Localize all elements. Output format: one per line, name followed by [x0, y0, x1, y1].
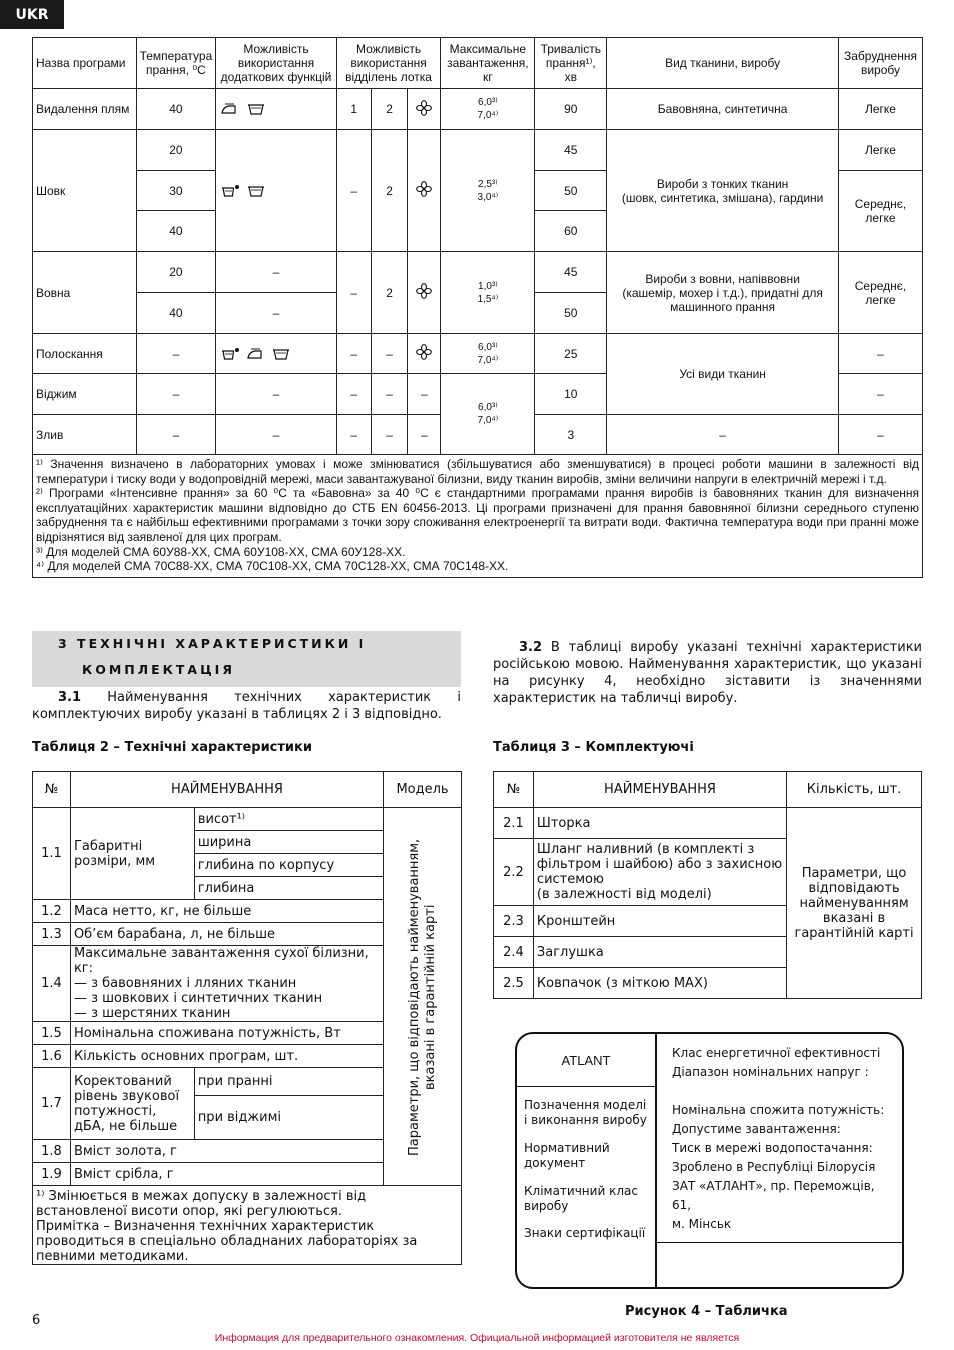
- fabric-cell: Вироби з вовни, напіввовни (кашемір, мохер і т.д.), придатні для машинного прання: [607, 252, 839, 334]
- temp-cell: 20: [136, 252, 216, 293]
- tray-cell: –: [371, 334, 408, 374]
- pre-wash-icon: [220, 184, 240, 198]
- fabric-cell: –: [607, 415, 839, 455]
- row-number: 1.3: [33, 923, 71, 946]
- temp-cell: –: [136, 415, 216, 455]
- tray-cell: –: [336, 374, 371, 415]
- note-4: ⁴⁾ Для моделей СМА 70С88-ХХ, СМА 70С108-ХХ, СМА 70С128-ХХ, СМА 70С148-ХХ.: [36, 559, 509, 574]
- sub-item: глибина по корпусу: [194, 854, 383, 877]
- functions-cell: [216, 130, 336, 252]
- temp-cell: –: [136, 374, 216, 415]
- language-tag: UKR: [0, 0, 64, 29]
- row-name: Кронштейн: [533, 906, 786, 937]
- row-number: 1.5: [33, 1022, 71, 1045]
- plate-left-label: Знаки сертифікації: [524, 1226, 646, 1240]
- plate-divider: [655, 1242, 902, 1243]
- plate-brand: ATLANT: [517, 1034, 655, 1087]
- header-dirt: Забруднення виробу: [838, 38, 922, 89]
- note-2: ²⁾ Програми «Інтенсивне прання» за 60 ⁰С та «Бавовна» за 40 ⁰С є стандартними програмами прання виробів із бавовняних тканин для визначення експлуатаційних характеристик машини відповідно до СТБ EN 60456-2013. Ці програми призначені для прання бавовняної білизни середнього ступеню забруднення та є найбільш ефективними програмами з точки зору споживання електроенергії та витрати води. Фактична температура води при пранні може відрізнятися від заявленої для цих програм.: [36, 486, 919, 544]
- header-tray: Можливість використання відділень лотка: [336, 38, 441, 89]
- row-number: 1.6: [33, 1045, 71, 1068]
- plate-right-label: Діапазон номінальних напруг :: [672, 1065, 869, 1079]
- flower-icon: [416, 100, 432, 116]
- duration-cell: 25: [535, 334, 607, 374]
- row-number: 1.1: [33, 808, 71, 900]
- row-name: Максимальне завантаження сухої білизни, кг: — з бавовняних і лляних тканин — з шовкових і синтетичних тканин — з шерстяних тканин: [70, 946, 383, 1022]
- functions-cell: –: [216, 374, 336, 415]
- paragraph-number: 3.1: [58, 690, 82, 705]
- program-name: Віджим: [33, 374, 137, 415]
- header-name: НАЙМЕНУВАННЯ: [70, 772, 383, 808]
- functions-cell: –: [216, 293, 336, 334]
- row-number: 1.7: [33, 1068, 71, 1140]
- row-number: 1.2: [33, 900, 71, 923]
- paragraph-text: В таблиці виробу указані технічні характеристики російською мовою. Найменування характеристик, що указані на рисунку 4, необхідно зіставити із значеннями характеристик на табличці виробу.: [493, 640, 922, 706]
- dirt-cell: Середнє, легке: [838, 171, 922, 252]
- row-number: 1.9: [33, 1163, 71, 1186]
- row-number: 2.3: [494, 906, 534, 937]
- dirt-cell: –: [838, 415, 922, 455]
- components-table: [493, 771, 922, 999]
- row-name: Кількість основних програм, шт.: [70, 1045, 383, 1068]
- plate-right-lines: [672, 1044, 897, 1234]
- duration-cell: 50: [535, 293, 607, 334]
- duration-cell: 45: [535, 130, 607, 171]
- tech-specs-table: [32, 771, 462, 1265]
- programs-table: [32, 37, 923, 578]
- sub-item: при віджимі: [194, 1096, 383, 1140]
- duration-cell: 10: [535, 374, 607, 415]
- tray-cell: 2: [371, 252, 408, 334]
- page-number: 6: [32, 1313, 41, 1328]
- plate-right-label: Зроблено в Республіці Білорусія: [672, 1160, 876, 1174]
- section-heading: [32, 631, 461, 687]
- dirt-cell: –: [838, 374, 922, 415]
- tray-cell: –: [336, 252, 371, 334]
- header-duration: Тривалість прання¹⁾, хв: [535, 38, 607, 89]
- functions-cell: –: [216, 252, 336, 293]
- tray-cell: –: [336, 415, 371, 455]
- duration-cell: 3: [535, 415, 607, 455]
- load-cell: 6,0³⁾ 7,0⁴⁾: [441, 89, 535, 130]
- row-name: Габаритні розміри, мм: [70, 808, 194, 900]
- temp-cell: –: [136, 334, 216, 374]
- program-name: Злив: [33, 415, 137, 455]
- table2-caption: Таблиця 2 – Технічні характеристики: [32, 740, 312, 755]
- row-number: 2.4: [494, 937, 534, 968]
- tray-cell: –: [336, 130, 371, 252]
- tray-cell: –: [408, 415, 441, 455]
- temp-cell: 20: [136, 130, 216, 171]
- basin-icon: [271, 347, 291, 361]
- rating-plate: [515, 1032, 904, 1289]
- iron-icon: [246, 347, 266, 361]
- paragraph-number: 3.2: [519, 640, 543, 655]
- temp-cell: 30: [136, 171, 216, 211]
- plate-right-label: Допустиме завантаження:: [672, 1122, 841, 1136]
- row-name: Вміст золота, г: [70, 1140, 383, 1163]
- row-number: 2.2: [494, 839, 534, 906]
- duration-cell: 50: [535, 171, 607, 211]
- load-cell: 6,0³⁾ 7,0⁴⁾: [441, 334, 535, 374]
- plate-right-label: [672, 1082, 897, 1101]
- section-heading-line1: 3 ТЕХНІЧНІ ХАРАКТЕРИСТИКИ І: [58, 636, 367, 651]
- load-cell: 2,5³⁾ 3,0⁴⁾: [441, 130, 535, 252]
- quantity-cell: Параметри, що відповідають найменуванням вказані в гарантійній карті: [787, 808, 922, 999]
- tray-cell: –: [371, 415, 408, 455]
- header-name: НАЙМЕНУВАННЯ: [533, 772, 786, 808]
- flower-cell: [408, 89, 441, 130]
- dirt-cell: –: [838, 334, 922, 374]
- header-number: №: [494, 772, 534, 808]
- temp-cell: 40: [136, 211, 216, 252]
- row-name: Заглушка: [533, 937, 786, 968]
- program-name: Видалення плям: [33, 89, 137, 130]
- disclaimer-footer: Информация для предварительного ознакомления. Официальной информацией изготовителя не является: [214, 1332, 740, 1344]
- plate-right-label: ЗАТ «АТЛАНТ», пр. Переможців, 61,: [672, 1179, 875, 1212]
- functions-cell: [216, 89, 336, 130]
- row-number: 1.4: [33, 946, 71, 1022]
- plate-right-label: Тиск в мережі водопостачання:: [672, 1141, 873, 1155]
- tray-cell: –: [408, 374, 441, 415]
- functions-cell: –: [216, 415, 336, 455]
- flower-icon: [416, 181, 432, 197]
- plate-right-label: м. Мінськ: [672, 1217, 732, 1231]
- sub-item: ширина: [194, 831, 383, 854]
- fabric-cell: Усі види тканин: [607, 334, 839, 415]
- row-name: Вміст срібла, г: [70, 1163, 383, 1186]
- row-number: 2.5: [494, 968, 534, 999]
- table-notes: [33, 455, 923, 578]
- duration-cell: 60: [535, 211, 607, 252]
- plate-left-label: Нормативний документ: [524, 1141, 610, 1170]
- header-load: Максимальне завантаження, кг: [441, 38, 535, 89]
- duration-cell: 45: [535, 252, 607, 293]
- paragraph-text: Найменування технічних характеристик і комплектуючих виробу указані в таблицях 2 і 3 відповідно.: [32, 690, 461, 722]
- table2-note: ¹⁾ Змінюється в межах допуску в залежності від встановленої висоти опор, які регулюються. Примітка – Визначення технічних характеристик проводиться в спеціально обладнаних лабораторіях за певними методиками.: [33, 1186, 462, 1265]
- flower-icon: [416, 283, 432, 299]
- model-cell: [384, 808, 462, 1186]
- paragraph-3-2: [493, 639, 922, 707]
- row-name: Об’єм барабана, л, не більше: [70, 923, 383, 946]
- model-text: Параметри, що відповідають найменуванням, вказані в гарантійній карті: [406, 837, 438, 1156]
- dirt-cell: Легке: [838, 130, 922, 171]
- paragraph-3-1: [32, 689, 461, 723]
- dirt-cell: Середнє, легке: [838, 252, 922, 334]
- header-model: Модель: [384, 772, 462, 808]
- flower-icon: [416, 344, 432, 360]
- basin-icon: [246, 102, 266, 116]
- program-name: Шовк: [33, 130, 137, 252]
- pre-wash-icon: [220, 347, 240, 361]
- note-1: ¹⁾ Значення визначено в лабораторних умовах і може змінюватися (збільшуватися або зменшуватися) в процесі роботи машини в залежності від температури і тиску води у водопровідній мережі, маси завантажуваної білизни, виду тканин виробів, зміни величини напруги в електричній мережі і т.д.: [36, 457, 919, 486]
- row-name: Ковпачок (з міткою МАХ): [533, 968, 786, 999]
- fabric-cell: Бавовняна, синтетична: [607, 89, 839, 130]
- header-temperature: Температура прання, ⁰С: [136, 38, 216, 89]
- flower-cell: [408, 252, 441, 334]
- header-number: №: [33, 772, 71, 808]
- load-cell: 1,0³⁾ 1,5⁴⁾: [441, 252, 535, 334]
- temp-cell: 40: [136, 89, 216, 130]
- tray-cell: –: [371, 374, 408, 415]
- sub-item: висот¹⁾: [194, 808, 383, 831]
- functions-cell: [216, 334, 336, 374]
- row-name: Шторка: [533, 808, 786, 839]
- tray-cell: 2: [371, 89, 408, 130]
- row-name: Шланг наливний (в комплекті з фільтром і шайбою) або з захисною системою (в залежності від моделі): [533, 839, 786, 906]
- tray-cell: 1: [336, 89, 371, 130]
- sub-item: глибина: [194, 877, 383, 900]
- row-name: Маса нетто, кг, не більше: [70, 900, 383, 923]
- iron-icon: [220, 102, 240, 116]
- plate-right-label: Номінальна спожита потужність:: [672, 1103, 885, 1117]
- row-name: Номінальна споживана потужність, Вт: [70, 1022, 383, 1045]
- header-program: Назва програми: [33, 38, 137, 89]
- note-3: ³⁾ Для моделей СМА 60У88-ХХ, СМА 60У108-ХХ, СМА 60У128-ХХ.: [36, 544, 406, 559]
- header-functions: Можливість використання додаткових функцій: [216, 38, 336, 89]
- flower-cell: [408, 334, 441, 374]
- section-heading-line2: КОМПЛЕКТАЦІЯ: [82, 662, 235, 677]
- row-number: 2.1: [494, 808, 534, 839]
- dirt-cell: Легке: [838, 89, 922, 130]
- plate-left-label: Кліматичний клас виробу: [524, 1184, 638, 1213]
- program-name: Вовна: [33, 252, 137, 334]
- basin-icon: [246, 184, 266, 198]
- tray-cell: 2: [371, 130, 408, 252]
- header-fabric: Вид тканини, виробу: [607, 38, 839, 89]
- load-cell: 6,0³⁾ 7,0⁴⁾: [441, 374, 535, 455]
- tray-cell: –: [336, 334, 371, 374]
- figure-caption: Рисунок 4 – Табличка: [625, 1304, 788, 1319]
- temp-cell: 40: [136, 293, 216, 334]
- fabric-cell: Вироби з тонких тканин (шовк, синтетика, змішана), гардини: [607, 130, 839, 252]
- duration-cell: 90: [535, 89, 607, 130]
- program-name: Полоскання: [33, 334, 137, 374]
- plate-left-label: Позначення моделі і виконання виробу: [524, 1098, 647, 1127]
- sub-item: при пранні: [194, 1068, 383, 1096]
- row-name: Коректований рівень звукової потужності, дБА, не більше: [70, 1068, 194, 1140]
- plate-right-label: Клас енергетичної ефективності: [672, 1046, 881, 1060]
- table3-caption: Таблиця 3 – Комплектуючі: [493, 740, 694, 755]
- row-number: 1.8: [33, 1140, 71, 1163]
- flower-cell: [408, 130, 441, 252]
- header-quantity: Кількість, шт.: [787, 772, 922, 808]
